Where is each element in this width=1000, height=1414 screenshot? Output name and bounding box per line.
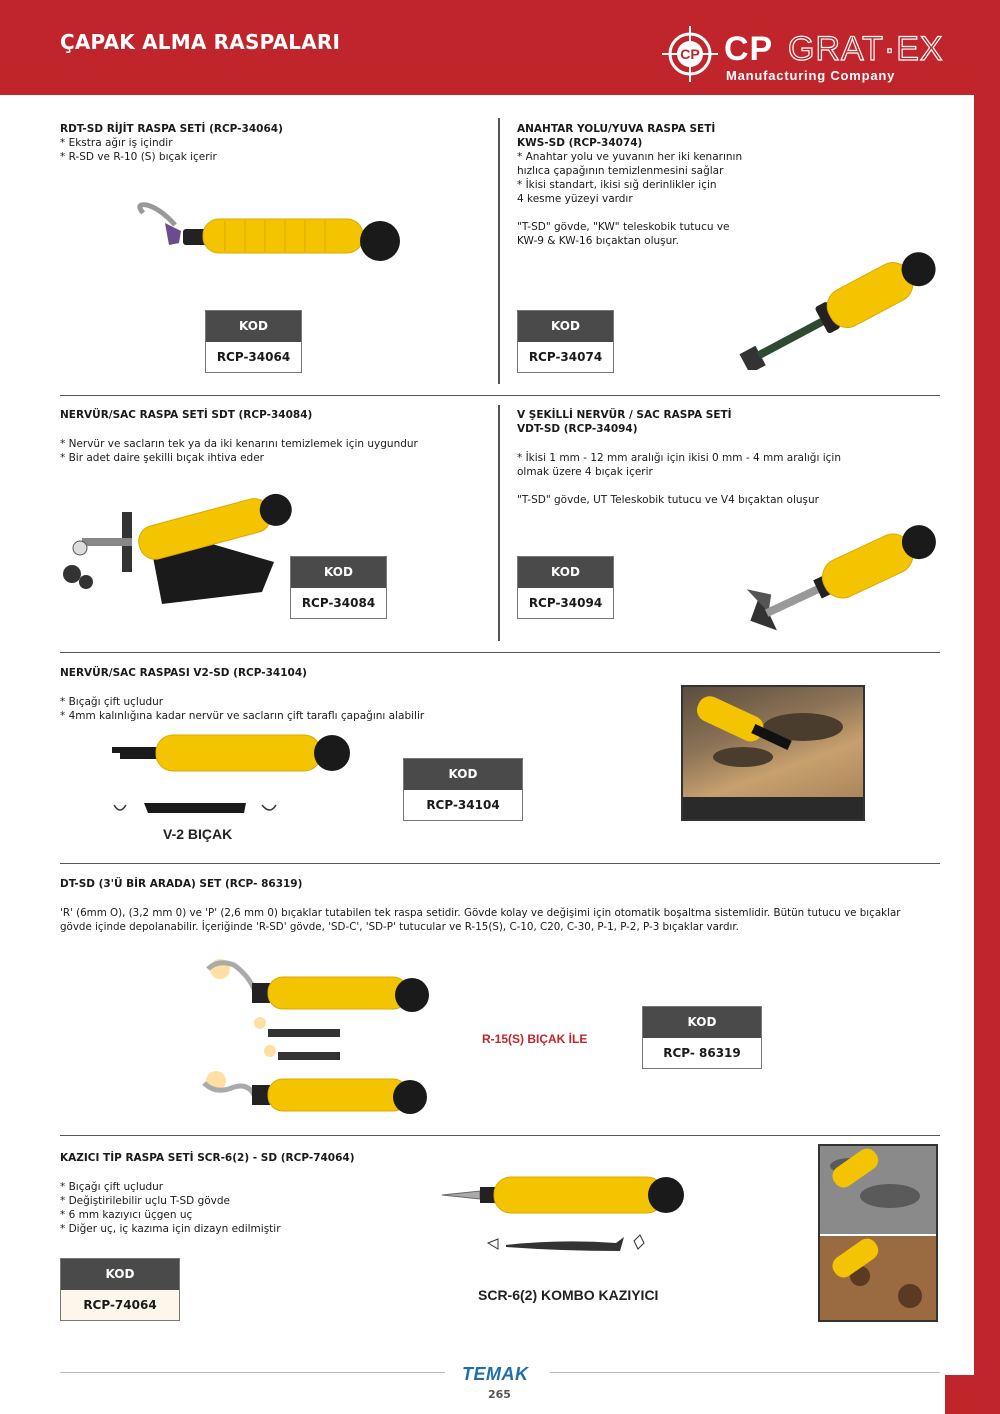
kws-line-5: "T-SD" gövde, "KW" teleskobik tutucu ve [517,221,730,233]
divider-horizontal-1 [60,395,940,396]
v2-title: NERVÜR/SAC RASPASI V2-SD (RCP-34104) [60,667,307,679]
page-number: 265 [488,1388,511,1401]
svg-text:CP: CP [680,46,700,62]
sdt-title: NERVÜR/SAC RASPA SETİ SDT (RCP-34084) [60,409,313,421]
dt-code: RCP- 86319 [663,1046,741,1060]
scr-line-3: * 6 mm kazıyıcı üçgen uç [60,1209,193,1221]
divider-vertical-2 [498,405,500,641]
kws-title-2: KWS-SD (RCP-34074) [517,137,643,149]
kws-line-1: * Anahtar yolu ve yuvanın her iki kenarının [517,151,743,163]
vdt-title-2: VDT-SD (RCP-34094) [517,423,638,435]
kws-line-2: hızlıca çapağının temizlenmesini sağlar [517,165,724,177]
scr-tool-illustration [440,1165,690,1260]
kod-label: KOD [518,311,613,342]
vdt-line-3: "T-SD" gövde, UT Teleskobik tutucu ve V4 bıçaktan oluşur [517,494,819,506]
logo-mark-icon [660,24,720,84]
kws-line-4: 4 kesme yüzeyi vardır [517,193,633,205]
kws-code: RCP-34074 [528,350,603,364]
kws-tool-illustration [715,240,945,370]
vdt-title-1: V ŞEKİLLİ NERVÜR / SAC RASPA SETİ [517,409,732,421]
scr-kod-box [60,1258,180,1321]
divider-horizontal-3 [60,863,940,864]
sdt-line-2: * Bir adet daire şekilli bıçak ihtiva eder [60,452,264,464]
footer-line-right [550,1372,940,1373]
vdt-code: RCP-34094 [528,596,603,610]
scr-photo-content [820,1146,938,1322]
kod-label: KOD [291,557,386,588]
divider-horizontal-4 [60,1135,940,1136]
v2-kod-box [403,758,523,821]
bottom-accent-bar [945,1375,1000,1414]
page-header [0,0,1000,95]
dt-line-1: 'R' (6mm O), (3,2 mm 0) ve 'P' (2,6 mm 0) bıçaklar tutabilen tek raspa setidir. Gövde kolay ve değişimi için otomatik boşaltma sistemlidir. Bütün tutucu ve bıçaklar [60,907,901,919]
scr-usage-photo [818,1144,938,1322]
scr-caption: SCR-6(2) KOMBO KAZIYICI [478,1287,659,1303]
divider-vertical-1 [498,118,500,384]
footer-line-left [60,1372,445,1373]
vdt-kod-box [517,556,614,619]
rdt-line-1: * Ekstra ağır iş içindir [60,137,173,149]
kod-label: KOD [518,557,613,588]
kod-label: KOD [643,1007,761,1038]
rdt-line-2: * R-SD ve R-10 (S) bıçak içerir [60,151,217,163]
dt-tool-set-illustration [198,955,438,1120]
divider-horizontal-2 [60,652,940,653]
vdt-line-2: olmak üzere 4 bıçak içerir [517,466,653,478]
footer-brand: TEMAK [462,1364,529,1384]
vdt-tool-illustration [730,510,945,645]
scr-line-4: * Diğer uç, iç kazıma için dizayn edilmiştir [60,1223,281,1235]
vdt-line-1: * İkisi 1 mm - 12 mm aralığı için ikisi 0 mm - 4 mm aralığı için [517,452,841,464]
kod-label: KOD [206,311,301,342]
scr-line-1: * Bıçağı çift uçludur [60,1181,164,1193]
dt-kod-box [642,1006,762,1069]
v2-line-1: * Bıçağı çift uçludur [60,696,164,708]
sdt-kod-box [290,556,387,619]
kws-title-1: ANAHTAR YOLU/YUVA RASPA SETİ [517,123,716,135]
dt-line-2: gövde içinde depolanabilir. İçeriğinde 'R-SD' gövde, 'SD-C', 'SD-P' tutucular ve R-15(S), C-10, C20, C-30, P-1, P-2, P-3 bıçaklar vardır. [60,921,739,933]
right-accent-bar [974,95,1000,1414]
scr-line-2: * Değiştirilebilir uçlu T-SD gövde [60,1195,230,1207]
kws-line-3: * İkisi standart, ikisi sığ derinlikler için [517,179,717,191]
sdt-line-1: * Nervür ve sacların tek ya da iki kenarını temizlemek için uygundur [60,438,418,450]
v2-caption: V-2 BIÇAK [163,826,233,842]
page-title: ÇAPAK ALMA RASPALARI [60,30,341,54]
rdt-title: RDT-SD RİJİT RASPA SETİ (RCP-34064) [60,123,283,135]
sdt-code: RCP-34084 [301,596,376,610]
logo-subtitle: Manufacturing Company [726,68,896,83]
logo-gratex-text: GRAT·EX [788,30,944,68]
logo-cp-text: CP [724,30,774,68]
kod-label: KOD [404,759,522,790]
kod-label: KOD [61,1259,179,1290]
v2-photo-content [683,687,865,821]
rdt-code: RCP-34064 [216,350,291,364]
rdt-tool-illustration [135,195,405,265]
scr-title: KAZICI TİP RASPA SETİ SCR-6(2) - SD (RCP-74064) [60,1152,355,1164]
dt-red-note: R-15(S) BIÇAK İLE [482,1032,588,1046]
rdt-kod-box [205,310,302,373]
v2-line-2: * 4mm kalınlığına kadar nervür ve sacların çift taraflı çapağını alabilir [60,710,425,722]
cp-gratex-logo [660,20,950,86]
v2-tool-illustration [108,725,358,820]
kws-line-6: KW-9 & KW-16 bıçaktan oluşur. [517,235,679,247]
v2-code: RCP-34104 [426,798,500,812]
v2-usage-photo [681,685,865,821]
scr-code: RCP-74064 [61,1290,179,1320]
dt-title: DT-SD (3'Ü BİR ARADA) SET (RCP- 86319) [60,878,303,890]
kws-kod-box [517,310,614,373]
sdt-tool-illustration [52,482,302,612]
